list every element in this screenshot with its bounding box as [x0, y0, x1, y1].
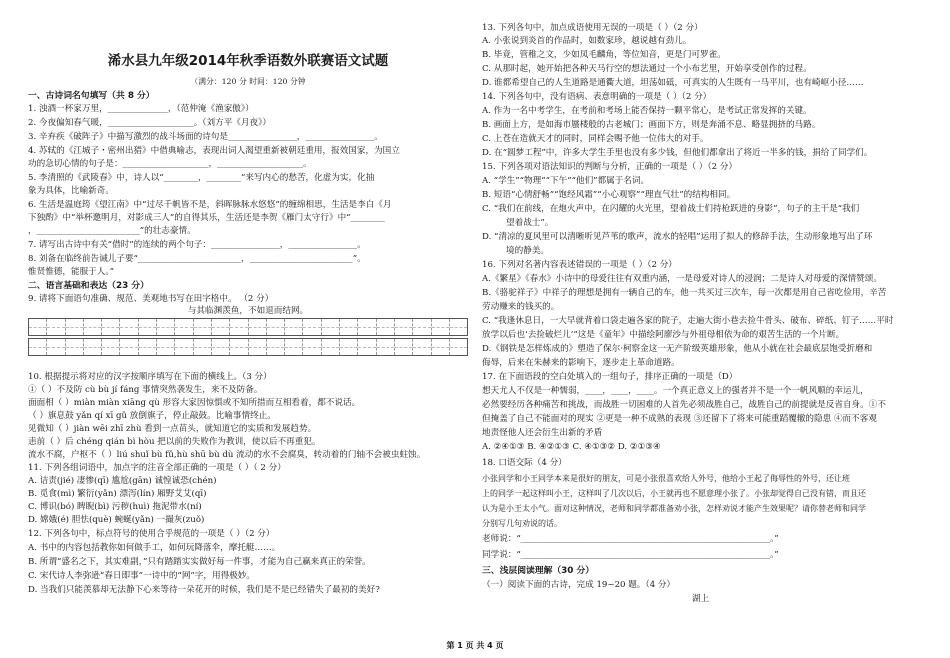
- option-text: 劳动赚来的钱买的。: [482, 302, 560, 312]
- poem-title: 湖上: [692, 594, 710, 604]
- tianzige-grid: [28, 318, 468, 358]
- grid-cell[interactable]: [194, 339, 212, 355]
- question-text: 象为具体，比喻新奇。: [28, 186, 114, 196]
- question-text: 17. 在下面语段的空白处填入的一组句子，排序正确的一项是（D）: [482, 372, 738, 382]
- question-text: 9. 请将下面语句准确、规范、美观地书写在田字格中。 （2 分）: [28, 294, 274, 304]
- option-text: A. 诘责(jié) 凄惨(qī) 尴尬(gān) 诚惶诚恐(chén): [28, 476, 217, 486]
- copy-sentence: 与其临渊羡鱼，不如退而结网。: [187, 306, 309, 316]
- answer-field-teacher[interactable]: 老师说：“__________________________________________________________。”: [482, 534, 779, 544]
- grid-cell[interactable]: [340, 319, 358, 335]
- option-text: C. 从那时起，她开始把各种天马行空的想法通过一个小布艺里，开始享受创作的过程。: [482, 64, 812, 74]
- grid-cell[interactable]: [285, 319, 303, 335]
- passage-text: 分别写几句劝说的话。: [482, 519, 562, 528]
- grid-cell[interactable]: [358, 319, 376, 335]
- question-text: 12. 下列各句中，标点符号的使用合乎规范的一项是（ ）（2 分）: [28, 529, 275, 539]
- grid-cell[interactable]: [340, 339, 358, 355]
- grid-cell[interactable]: [358, 339, 376, 355]
- passage-text: 但掩盖了自己不能面对的现实 ②更是一种不成熟的表现 ③还留下了将来可能重蹈覆辙的隐患 ④而不客观: [482, 414, 877, 424]
- question-text: 4. 苏轼的《江城子・密州出猎》中借典喻志，表现出词人渴望重新被朝廷重用，报效国家，为国立: [28, 146, 400, 156]
- option-text: C. 宋代诗人李弥逊“春日即事”一诗中的“网”字，用得极妙。: [28, 571, 255, 581]
- section-heading: 二、语言基础和表达（23 分）: [28, 281, 149, 291]
- option-text: D. 在“圆梦工程”中，许多大学生手里也没有多少钱，但他们都拿出了将近一半多的钱，捐给了同学们。: [482, 148, 873, 158]
- grid-cell[interactable]: [212, 319, 230, 335]
- option-text: 放学以后也‘去捡破烂儿’”这是《童年》中描绘阿廖沙与外祖母相依为命的艰苦生活的一个片断。: [482, 330, 845, 340]
- grid-cell[interactable]: [139, 339, 157, 355]
- option-text: A.《繁星》《春水》小诗中的母爱往往有双重内涵，一是母爱对诗人的浸润；二是诗人对母爱的深情赞颂。: [482, 274, 882, 284]
- grid-cell[interactable]: [175, 339, 193, 355]
- passage-text: 小张同学和小王同学本来是很好的朋友，可是小张很喜欢给人外号，他给小王起了侮辱性的外号，还让班: [482, 474, 850, 483]
- question-text: 2. 今夜偏知春气暖，____________________。（刘方平《月夜》）: [28, 118, 271, 128]
- grid-cell[interactable]: [395, 339, 413, 355]
- grid-cell[interactable]: [303, 339, 321, 355]
- grid-cell[interactable]: [450, 339, 467, 355]
- grid-cell[interactable]: [230, 319, 248, 335]
- grid-cell[interactable]: [413, 319, 431, 335]
- option-text: D. 谁都希望自己的人生道路是通衢大道，坦荡如砥，可真实的人生既有一马平川，也有崎岖小径……: [482, 78, 864, 88]
- question-text: 下独酌》中“举杯邀明月，对影成三人”的自得其乐，生活还是李贺《雁门太守行》中“________: [28, 213, 385, 223]
- answer-field-student[interactable]: 同学说：“__________________________________________________________。”: [482, 550, 779, 560]
- grid-cell[interactable]: [175, 319, 193, 335]
- option-text: D. 当我们只能羡慕却无法静下心来等待一朵花开的时候，我们是不是已经错失了最初的美好?: [28, 585, 380, 595]
- grid-cell[interactable]: [377, 319, 395, 335]
- grid-cell[interactable]: [377, 339, 395, 355]
- question-text: 流水不腐，户枢不（ ）liú shuǐ bù fǔ,hù shū bù dù 流动的水不会腐臭，转动着的门轴不会被虫蛀蚀。: [28, 450, 426, 460]
- grid-cell[interactable]: [157, 319, 175, 335]
- option-text: B.《骆驼祥子》中祥子的理想是拥有一辆自己的车，他一共买过三次车，每一次都是用自己省吃俭用，辛苦: [482, 288, 887, 298]
- question-text: 8. 刘备在临终前告诫儿子要“________________________，________________________”。: [28, 254, 366, 264]
- grid-cell[interactable]: [47, 339, 65, 355]
- option-text: B. 短语“心情舒畅”“饱经风霜”“小心观察”“理直气壮”的结构相同。: [482, 190, 736, 200]
- question-text: 5. 李清照的《武陵春》中，诗人以“________，________”来写内心的愁苦，化虚为实，化抽: [28, 173, 375, 183]
- grid-cell[interactable]: [212, 339, 230, 355]
- option-text: C. “我们在前线，在炮火声中，在闪耀的火光里，望着战士们持枪跃进的身影”，句子的主干是“我们: [482, 204, 860, 214]
- option-text: D.《钢铁是怎样炼成的》塑造了保尔·柯察金这一无产阶级英雄形象，他从小就在社会最底层饱受折磨和: [482, 344, 873, 354]
- exam-title: 浠水县九年级2014年秋季语数外联赛语文试题: [107, 53, 389, 69]
- option-text: 境的静美。: [506, 246, 549, 256]
- grid-cell[interactable]: [230, 339, 248, 355]
- question-text: 16. 下列对名著内容表述错误的一项是（ ）（2 分）: [482, 260, 677, 270]
- option-text: A. 书中的内容包括教你如何做手工，如何玩降落伞，摩托艇……。: [28, 543, 281, 553]
- option-text: 侮辱，后来在朱赫来的影响下，逐步走上革命道路。: [482, 358, 680, 368]
- passage-text: 认为是小王太小气。面对这种情况，老师和同学都准备劝小张，怎样劝说才能产生效果呢？请你替老师和同学: [482, 504, 866, 513]
- grid-row: [28, 318, 468, 336]
- grid-cell[interactable]: [66, 339, 84, 355]
- option-text: B. 所谓“盛名之下，其实难副，”只有踏踏实实做好每一件事，才能为自己赢来真正的荣誉。: [28, 557, 371, 567]
- question-text: 7. 请写出古诗中有关“借时”的连续的两个句子：________________，________________。: [28, 240, 366, 250]
- question-text: 13. 下列各句中，加点成语使用无误的一项是（ ）（2 分）: [482, 23, 703, 33]
- grid-cell[interactable]: [322, 339, 340, 355]
- question-text: 功的急切心情的句子是：____________________，____________________。: [28, 159, 312, 169]
- section-heading: 一、古诗词名句填写（共 8 分）: [28, 91, 155, 101]
- grid-cell[interactable]: [102, 319, 120, 335]
- question-text: 14. 下列各句中，没有语病、表意明确的一项是（ ）（2 分）: [482, 92, 712, 102]
- exam-subtitle: （满分：120 分 时间：120 分钟: [190, 77, 306, 86]
- grid-cell[interactable]: [285, 339, 303, 355]
- option-text: C. 博识(bó) 睥睨(bì) 污秽(huì) 拖泥带水(ní): [28, 502, 202, 512]
- question-text: 面面相（ ）miàn miàn xiāng qù 形容大家因惊惧或不知所措而互相看着，都不说话。: [28, 398, 361, 408]
- grid-cell[interactable]: [303, 319, 321, 335]
- option-text: C. 上苍在造就天才的同时，同样会赐予他一位伟大的对手。: [482, 134, 709, 144]
- grid-cell[interactable]: [157, 339, 175, 355]
- grid-cell[interactable]: [29, 319, 47, 335]
- grid-cell[interactable]: [84, 319, 102, 335]
- passage-text: 上的同学一起这样叫小王，这样叫了几次以后，小王就再也不愿意理小张了。小张却觉得自己没有错，而且还: [482, 489, 866, 498]
- grid-row: [28, 338, 468, 356]
- grid-cell[interactable]: [249, 339, 267, 355]
- grid-cell[interactable]: [47, 319, 65, 335]
- passage-text: 必然要经历各种痛苦和挑战，而战胜一切困难的人首先必须战胜自己，战胜自己的前提就是反省自身。①不: [482, 400, 886, 410]
- question-text: 惟贤惟德，能服于人。”: [28, 267, 115, 277]
- option-text: B. 画面上方，是如海市蜃楼般的古老城门；画面下方，则是奔涌不息、略显拥挤的马路。: [482, 120, 821, 130]
- grid-cell[interactable]: [66, 319, 84, 335]
- grid-cell[interactable]: [267, 319, 285, 335]
- question-text: （ ）旗息鼓 yǎn qí xī gǔ 放倒旗子，停止敲鼓。比喻事情终止。: [28, 411, 276, 421]
- question-text: 恚前（ ）后 chéng qián bì hòu 把以前的失败作为教训，使以后不再重犯。: [28, 437, 321, 447]
- grid-cell[interactable]: [120, 319, 138, 335]
- question-text: 3. 辛弃疾《破阵子》中描写激烈的战斗场面的诗句是________________，________________。: [28, 132, 383, 142]
- option-text: A. 小张说到炎首的作品时，如数家珍，越说越有劲儿。: [482, 36, 692, 46]
- option-text: B. 毕竟，管稚之文，少如凤毛麟角，等位知音，更是门可罗雀。: [482, 50, 726, 60]
- subsection-heading: （一）阅读下面的古诗，完成 19~20 题。（4 分）: [482, 580, 676, 590]
- grid-cell[interactable]: [450, 319, 467, 335]
- grid-cell[interactable]: [395, 319, 413, 335]
- grid-cell[interactable]: [102, 339, 120, 355]
- option-text: A. “学生”“物理”“下午”“他们”都属于名词。: [482, 176, 650, 186]
- grid-cell[interactable]: [322, 319, 340, 335]
- question-text: 15. 下列各项对语法知识的判断与分析，正确的一项是（ ）（2 分）: [482, 162, 738, 172]
- question-text: ①（ ）不及防 cù bù jí fáng 事情突然袭发生，来不及防备。: [28, 385, 263, 395]
- section-heading: 三、浅层阅读理解（30 分）: [482, 566, 595, 576]
- option-text: B. 觅食(mì) 繁衍(yǎn) 漂泻(lín) 厢野艾艾(qī): [28, 489, 207, 499]
- question-text: 6. 生活是温庭筠《望江南》中“过尽千帆皆不是，斜晖脉脉水悠悠”的缠绵相思，生活是李白《月: [28, 200, 392, 210]
- grid-cell[interactable]: [249, 319, 267, 335]
- grid-cell[interactable]: [432, 319, 450, 335]
- passage-text: 想天尤人不仅是一种懦弱，____，____，____。一个真正意义上的强者并不是一个一帆风顺的幸运儿，: [482, 386, 869, 396]
- question-text: 10. 根据提示将对应的汉字按顺序填写在下面的横线上。（3 分）: [28, 372, 272, 382]
- question-text: 18. 口语交际（4 分）: [482, 458, 567, 468]
- question-text: 11. 下列各组词语中，加点字的注音全部正确的一项是（ ）（ 2 分）: [28, 463, 286, 473]
- option-text: C. “我逢休息日，一大早就背着口袋走遍各家的院子，走遍大街小巷去捡牛骨头、破布、碎纸、钉子……平时: [482, 316, 894, 326]
- grid-cell[interactable]: [120, 339, 138, 355]
- grid-cell[interactable]: [267, 339, 285, 355]
- question-text: 1. 浊酒一杯家万里，______________，（范仲淹《渔家傲》）: [28, 104, 254, 114]
- passage-text: 地责怪他人还会衍生出新的矛盾: [482, 428, 603, 438]
- option-text: D. 嫦娥(é) 胆怯(què) 蜿蜒(yǎn) 一撮灰(zuǒ): [28, 515, 205, 525]
- option-text: A. ②④①③ B. ④②①③ C. ④①③② D. ②①③④: [482, 442, 661, 452]
- question-text: ，________________________”的壮志豪情。: [28, 226, 196, 236]
- grid-cell[interactable]: [194, 319, 212, 335]
- grid-cell[interactable]: [29, 339, 47, 355]
- question-text: 见微知（ ）jiàn wēi zhī zhù 看到一点苗头，就知道它的实质和发展趋势。: [28, 424, 317, 434]
- option-text: A. 作为一名中考学生，在考前和考场上能否保持一颗平常心，是考试正常发挥的关键。: [482, 106, 812, 116]
- option-text: 望着战士”。: [506, 218, 554, 228]
- grid-cell[interactable]: [432, 339, 450, 355]
- page-footer: 第 1 页 共 4 页: [446, 641, 504, 650]
- grid-cell[interactable]: [413, 339, 431, 355]
- option-text: D. “清凉的夏风里可以清晰听见芦苇的歌声，流水的轻唱”运用了拟人的修辞手法，生动形象地写出了环: [482, 232, 873, 242]
- grid-cell[interactable]: [84, 339, 102, 355]
- grid-cell[interactable]: [139, 319, 157, 335]
